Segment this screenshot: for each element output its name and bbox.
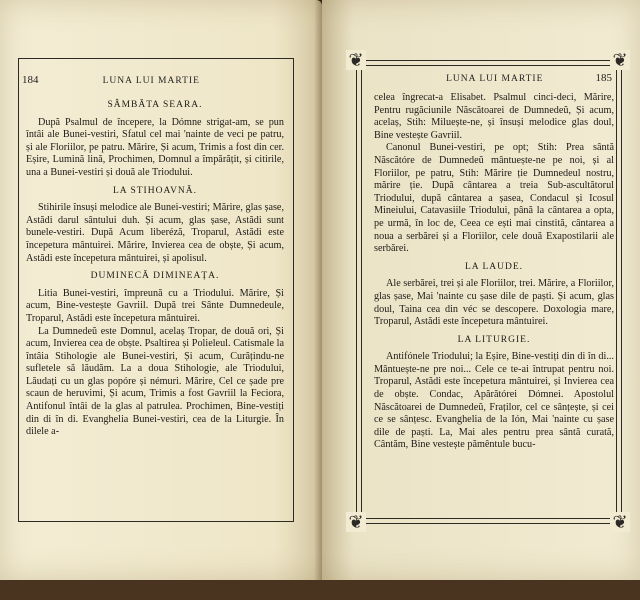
paragraph: Litia Bunei-vestiri, împreună cu a Triodului. Mărire, Și acum, Bine-vestește Gavriil. După trei Sânte Dumnedeule, Troparul, Astădi este începetura mântuirei. xyxy=(26,287,284,324)
section-heading: DUMINECĂ DIMINEAȚA. xyxy=(90,271,220,282)
paragraph: Antifónele Triodului; la Eșire, Bine-vestiți din di în di... Mântuește-ne pre noi... Cele ce te-ai întrupat pentru noi. Troparul, Astădi este începetura mântuirei, și Invierea cea de obște. Condac, Apărătórei Dómnei. Apostolul Născătoarei de Dumnedeŭ, Fraților, cel ce sânțește, și cei ce se sânțesc. Evanghelia de la Ión, Mai 'nainte cu șase dile de paști. La, Mai ales pentru prea sântă curată, Cântăm, Bine vestește pămêntule bucu- xyxy=(374,351,614,451)
left-page-body xyxy=(26,94,284,439)
paragraph: Canonul Bunei-vestiri, pe opt; Stih: Prea sântă Născătóre de Dumnedeŭ mântuește-ne pe noi, și al Floriilor, pe patru, Stih: Mărire ție Dumnedeul nostru, mărire ție. După cântarea a treia Sub-ascultătorul Triodului, după cântarea a șasea, Condacul și Icosul Mineiului, Catavasiile Triodului, până la cântarea a opta, pe urmă, în loc de, Ceea ce ești mai cinstită, cântarea a noua a serbărei și a Floriilor, cele două Exapostilarii ale serbărei. xyxy=(374,142,614,255)
left-page-header xyxy=(22,74,284,86)
section-heading: LA STIHOAVNĂ. xyxy=(112,185,198,196)
running-title: LUNA LUI MARTIE xyxy=(446,74,544,84)
right-page-body xyxy=(374,92,614,452)
section-heading: SÂMBĂTA SEARA. xyxy=(107,100,203,110)
ornament-corner-icon: ❦ xyxy=(346,50,366,70)
right-page xyxy=(322,0,640,580)
paragraph: Stihirile însuși melodice ale Bunei-vestiri; Mărire, glas șase, Astădi darul sântului duh. Și acum, glas șase, Astădi sunt bunele-vestiri. După Acum liberéză, Troparul, Astădi este începetura mântuirei. Mărire, Invierea cea de obște, Și acum, Astădi este începetura mântuirei, și apolisul. xyxy=(26,202,284,264)
section-heading: LA LAUDE. xyxy=(464,261,524,272)
section-heading: LA LITURGIE. xyxy=(457,334,531,345)
paragraph: După Psalmul de începere, la Dómne strigat-am, se pun întâi ale Bunei-vestiri, Sfatul cel mai 'nainte de veci pe patru, și ale Floriilor, pe patru. Mărire, Și acum, Trimis a fost din cer. Eșire, Lumină lină, Prochimen, Domnul a împărățit, și citirile, una a Bunei-vestiri și două ale Triodului. xyxy=(26,116,284,178)
left-page xyxy=(0,0,322,580)
page-number: 184 xyxy=(22,74,39,86)
ornament-corner-icon: ❦ xyxy=(346,512,366,532)
paragraph: celea îngrecat-a Elisabet. Psalmul cinci-deci, Mărire, Pentru rugăciunile Născătoarei de Dumnedeŭ, Și acum, acelaș, Stih: Miluește-ne, și însuși melodice glas doul, Bine vestește Gavriil. xyxy=(374,92,614,141)
ornament-corner-icon: ❦ xyxy=(610,512,630,532)
running-title: LUNA LUI MARTIE xyxy=(102,76,200,86)
page-number: 185 xyxy=(595,72,612,84)
ornament-corner-icon: ❦ xyxy=(610,50,630,70)
paragraph: Ale serbărei, trei și ale Floriilor, trei. Mărire, a Floriilor, glas șase, Mai 'nainte cu șase dile de paști. Și acum, glas doul, Taina cea din véc se descopere. Doxologia mare, Troparul, Astădi este începetura mântuirei. xyxy=(374,278,614,328)
paragraph: La Dumnedeŭ este Domnul, acelaș Tropar, de două ori, Și acum, Invierea cea de obște. Psaltirea și Polieleul. Catismale la întâia Stihologie ale Bunei-vestiri, Și acum, Curățindu-ne sufletele să lăudăm. La a doua Stihologie, ale Triodului, Lăudați cu un glas popóre și némuri. Mărire, Cel ce șade pre scaun de heruvimi, Și acum, Trimis a fost Gavriil la Feciora, Antifonul întâi de la glas al patrulea. Prochimen, Bine-vestiți din di în di. Evanghelia Bunei-vestiri, cea de la Liturgie. În dilele a- xyxy=(26,325,284,438)
right-page-header xyxy=(374,72,612,84)
